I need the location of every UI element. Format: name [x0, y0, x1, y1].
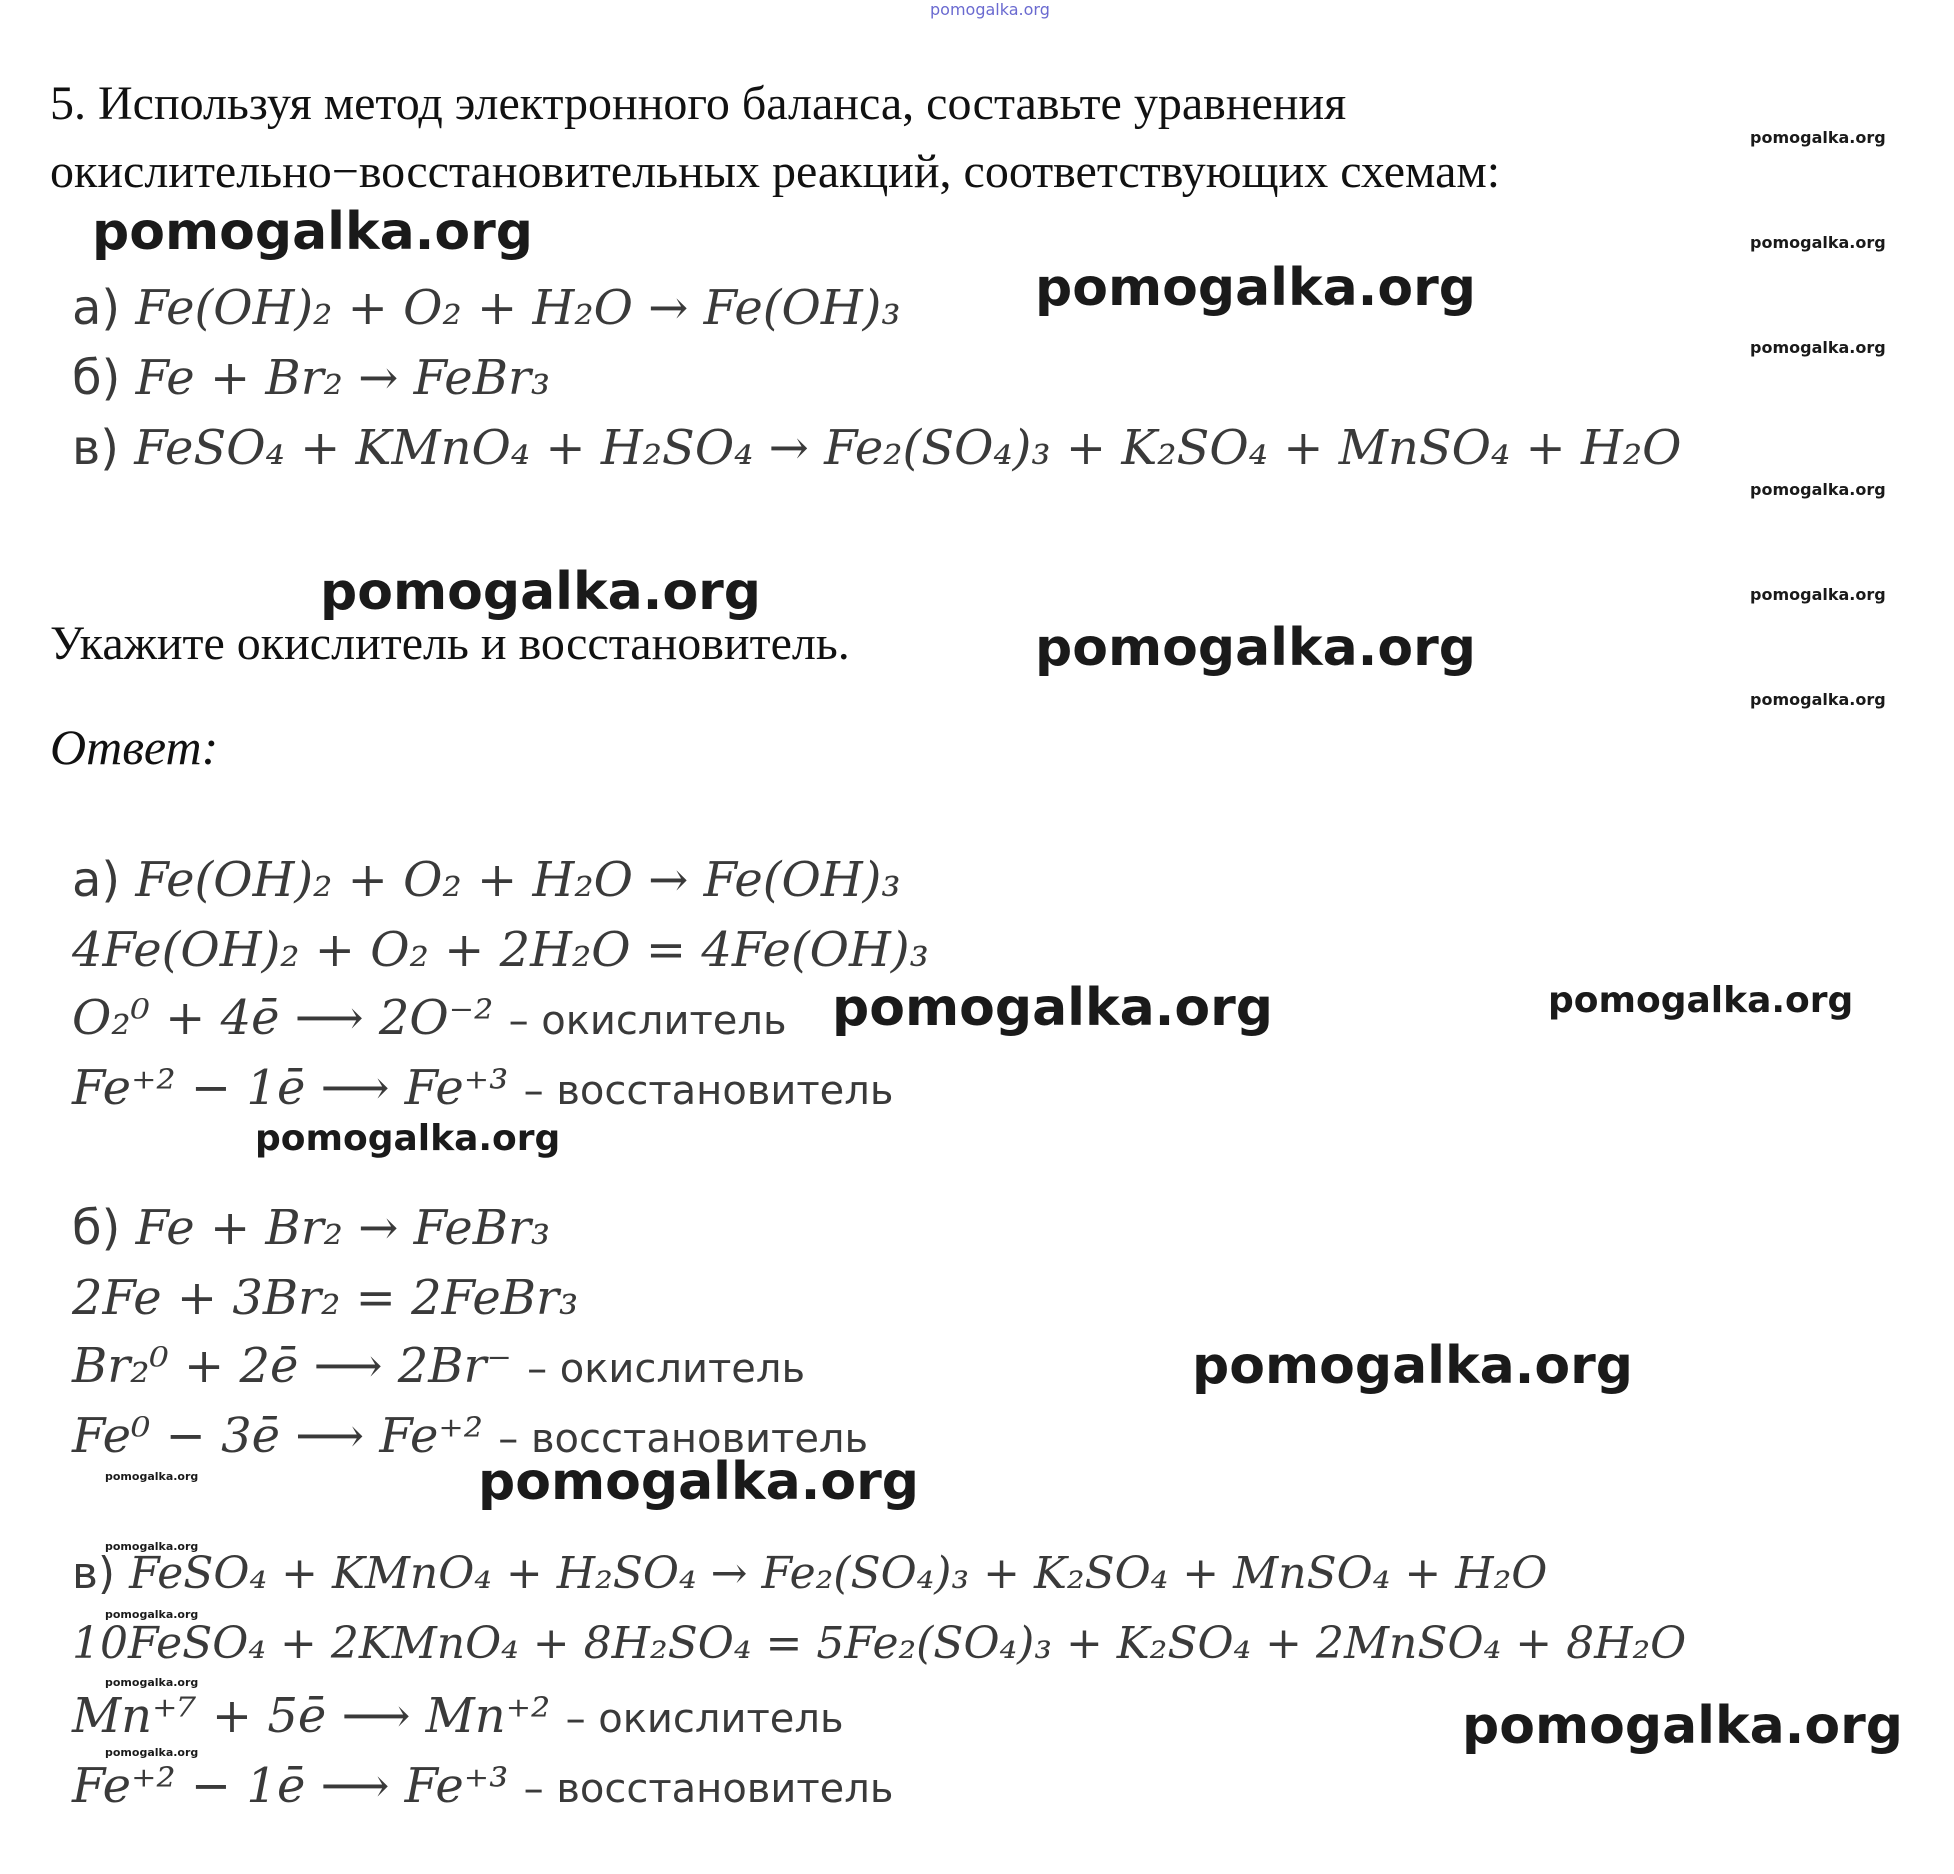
scheme-a — [72, 280, 901, 336]
watermark: pomogalka.org — [105, 1676, 199, 1689]
scheme-b-equation: Fe + Br₂ → FeBr₃ — [135, 350, 551, 406]
scheme-c — [72, 420, 1681, 476]
answer-b-reducer: Fe⁰ − 3ē ⟶ Fe⁺² – восстановитель — [72, 1408, 869, 1464]
watermark: pomogalka.org — [1750, 338, 1886, 357]
watermark: pomogalka.org — [255, 1118, 561, 1159]
watermark: pomogalka.org — [1035, 258, 1477, 318]
scheme-c-equation: FeSO₄ + KMnO₄ + H₂SO₄ → Fe₂(SO₄)₃ + K₂SO₄ + MnSO₄ + H₂O — [134, 420, 1682, 476]
watermark: pomogalka.org — [1750, 128, 1886, 147]
answer-a-scheme: а) Fe(OH)₂ + O₂ + H₂O → Fe(OH)₃ — [72, 852, 901, 908]
watermark: pomogalka.org — [1750, 480, 1886, 499]
task-line-2: окислительно−восстановительных реакций, соответствующих схемам: — [50, 145, 1501, 198]
watermark: pomogalka.org — [105, 1746, 199, 1759]
answer-a-equation: 4Fe(OH)₂ + O₂ + 2H₂O = 4Fe(OH)₃ — [72, 922, 929, 978]
watermark: pomogalka.org — [1750, 690, 1886, 709]
scheme-c-label: в) — [72, 420, 120, 476]
answer-c-equation: 10FeSO₄ + 2KMnO₄ + 8H₂SO₄ = 5Fe₂(SO₄)₃ + K₂SO₄ + 2MnSO₄ + 8H₂O — [72, 1618, 1687, 1669]
scheme-b-label: б) — [72, 350, 121, 406]
watermark: pomogalka.org — [1035, 618, 1477, 678]
watermark: pomogalka.org — [832, 978, 1274, 1038]
watermark: pomogalka.org — [1192, 1336, 1634, 1396]
scheme-a-equation: Fe(OH)₂ + O₂ + H₂O → Fe(OH)₃ — [135, 280, 901, 336]
watermark: pomogalka.org — [478, 1452, 920, 1512]
answer-b-scheme: б) Fe + Br₂ → FeBr₃ — [72, 1200, 551, 1256]
watermark: pomogalka.org — [320, 562, 762, 622]
task-line-1: 5. Используя метод электронного баланса, составьте уравнения — [50, 77, 1347, 130]
answer-heading: Ответ: — [50, 719, 219, 775]
watermark: pomogalka.org — [1750, 233, 1886, 252]
answer-c-oxidizer: Mn⁺⁷ + 5ē ⟶ Mn⁺² – окислитель — [72, 1688, 844, 1744]
watermark: pomogalka.org — [1750, 585, 1886, 604]
answer-b-equation: 2Fe + 3Br₂ = 2FeBr₃ — [72, 1270, 579, 1326]
watermark: pomogalka.org — [1548, 980, 1854, 1021]
answer-a-oxidizer: O₂⁰ + 4ē ⟶ 2O⁻² – окислитель — [72, 990, 787, 1046]
answer-b-oxidizer: Br₂⁰ + 2ē ⟶ 2Br⁻ – окислитель — [72, 1338, 806, 1394]
watermark: pomogalka.org — [105, 1470, 199, 1483]
scheme-a-label: а) — [72, 280, 121, 336]
watermark: pomogalka.org — [105, 1608, 199, 1621]
scheme-b — [72, 350, 550, 406]
watermark: pomogalka.org — [1462, 1696, 1904, 1756]
top-watermark: pomogalka.org — [930, 0, 1050, 19]
instruction: Укажите окислитель и восстановитель. — [50, 617, 850, 670]
watermark: pomogalka.org — [105, 1540, 199, 1553]
answer-c-scheme: в) FeSO₄ + KMnO₄ + H₂SO₄ → Fe₂(SO₄)₃ + K₂SO₄ + MnSO₄ + H₂O — [72, 1548, 1548, 1599]
watermark: pomogalka.org — [92, 202, 534, 262]
answer-c-reducer: Fe⁺² − 1ē ⟶ Fe⁺³ – восстановитель — [72, 1758, 894, 1814]
answer-a-reducer: Fe⁺² − 1ē ⟶ Fe⁺³ – восстановитель — [72, 1060, 894, 1116]
